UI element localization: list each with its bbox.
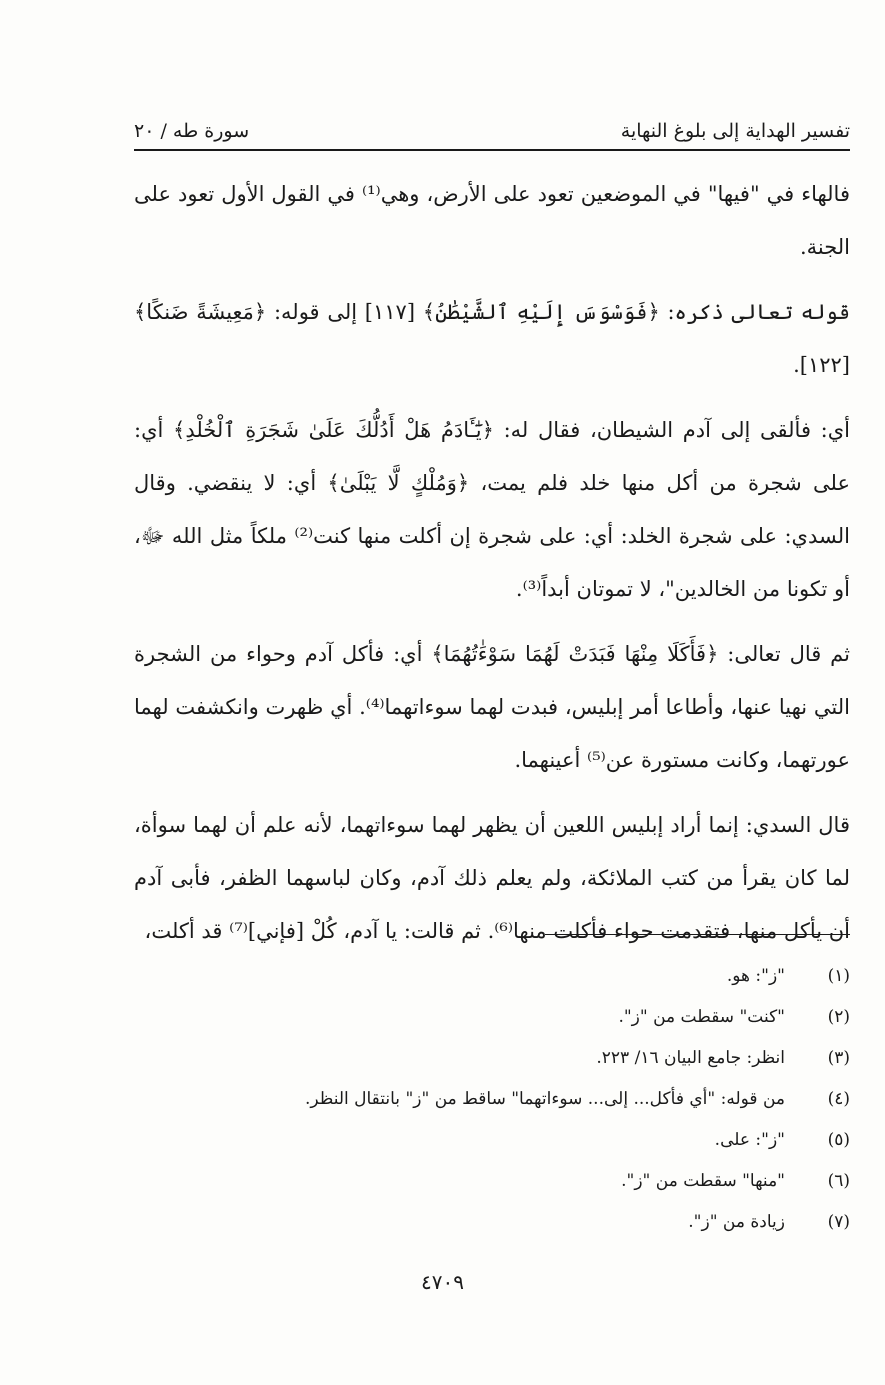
paragraph: قال السدي: إنما أراد إبليس اللعين أن يظهر لهما سوءاتهما، لأنه علم أن لهما سوأة، لما كان يقرأ من كتب الملائكة، ولم يعلم ذلك آدم، وكان لباسهما الظفر، فأبى آدم أن يأكل منها، فتقدمت حواء فأكلت منها⁽⁶⁾. ثم قالت: يا آدم، كُلْ [فإني]⁽⁷⁾ قد أكلت، [134,813,850,943]
running-header [134,108,850,142]
footnote [134,1161,850,1202]
footnote-divider [545,934,850,935]
surah-info: سورة طه / ٢٠ [134,120,250,142]
footnote-text: زيادة من "ز". [688,1212,785,1232]
header-divider [134,149,850,151]
footnote-text: "منها" سقطت من "ز". [621,1171,785,1191]
footnote [134,1038,850,1079]
paragraph: ثم قال تعالى: ﴿فَأَكَلَا مِنْهَا فَبَدَتْ لَهُمَا سَوْءَٰتُهُمَا﴾ أي: فأكل آدم وحواء من الشجرة التي نهيا عنها، وأطاعا أمر إبليس، فبدت لهما سوءاتهما⁽⁴⁾. أي ظهرت وانكشفت لهما عورتهما، وكانت مستورة عن⁽⁵⁾ أعينهما. [134,642,850,772]
paragraph: فالهاء في "فيها" في الموضعين تعود على الأرض، وهي⁽¹⁾ في القول الأول تعود على الجنة. [134,182,850,259]
main-text [134,168,850,970]
footnote-text: "ز": هو. [726,966,785,986]
footnotes-list [134,956,850,1243]
footnote-number: (٤) [827,1089,850,1109]
footnote-text: "ز": على. [714,1130,785,1150]
footnote-text: من قوله: "أي فأكل... إلى... سوءاتهما" ساقط من "ز" بانتقال النظر. [304,1089,785,1109]
footnote-number: (٧) [827,1212,850,1232]
paragraph: أي: فألقى إلى آدم الشيطان، فقال له: ﴿يَٰٓـَٔادَمُ هَلْ أَدُلُّكَ عَلَىٰ شَجَرَةِ ٱلْخُلْدِ﴾ أي: على شجرة من أكل منها خلد فلم يمت، ﴿وَمُلْكٍ لَّا يَبْلَىٰ﴾ أي: لا ينقضي. وقال السدي: على شجرة الخلد: أي: على شجرة إن أكلت منها كنت⁽²⁾ ملكاً مثل الله ﷻ، أو تكونا من الخالدين"، لا تموتان أبداً⁽³⁾. [134,418,850,601]
footnote-text: انظر: جامع البيان ١٦/ ٢٢٣. [596,1048,785,1068]
footnote [134,1079,850,1120]
footnote-number: (١) [827,966,850,986]
footnote-text: "كنت" سقطت من "ز". [618,1007,785,1027]
footnote-number: (٢) [827,1007,850,1027]
footnote-number: (٥) [827,1130,850,1150]
footnote [134,956,850,997]
footnote [134,1202,850,1243]
footnote-number: (٦) [827,1171,850,1191]
footnote [134,1120,850,1161]
footnote-number: (٣) [827,1048,850,1068]
book-title: تفسير الهداية إلى بلوغ النهاية [620,120,850,142]
paragraph: قوله تعالى ذكره: ﴿فَوَسْوَسَ إِلَيْهِ ٱلشَّيْطَٰنُ﴾ [١١٧] إلى قوله: ﴿مَعِيشَةً ضَنكًا﴾ [١٢٢]. [134,300,851,377]
page-number: ٤٧٠٩ [421,1270,464,1294]
footnote [134,997,850,1038]
